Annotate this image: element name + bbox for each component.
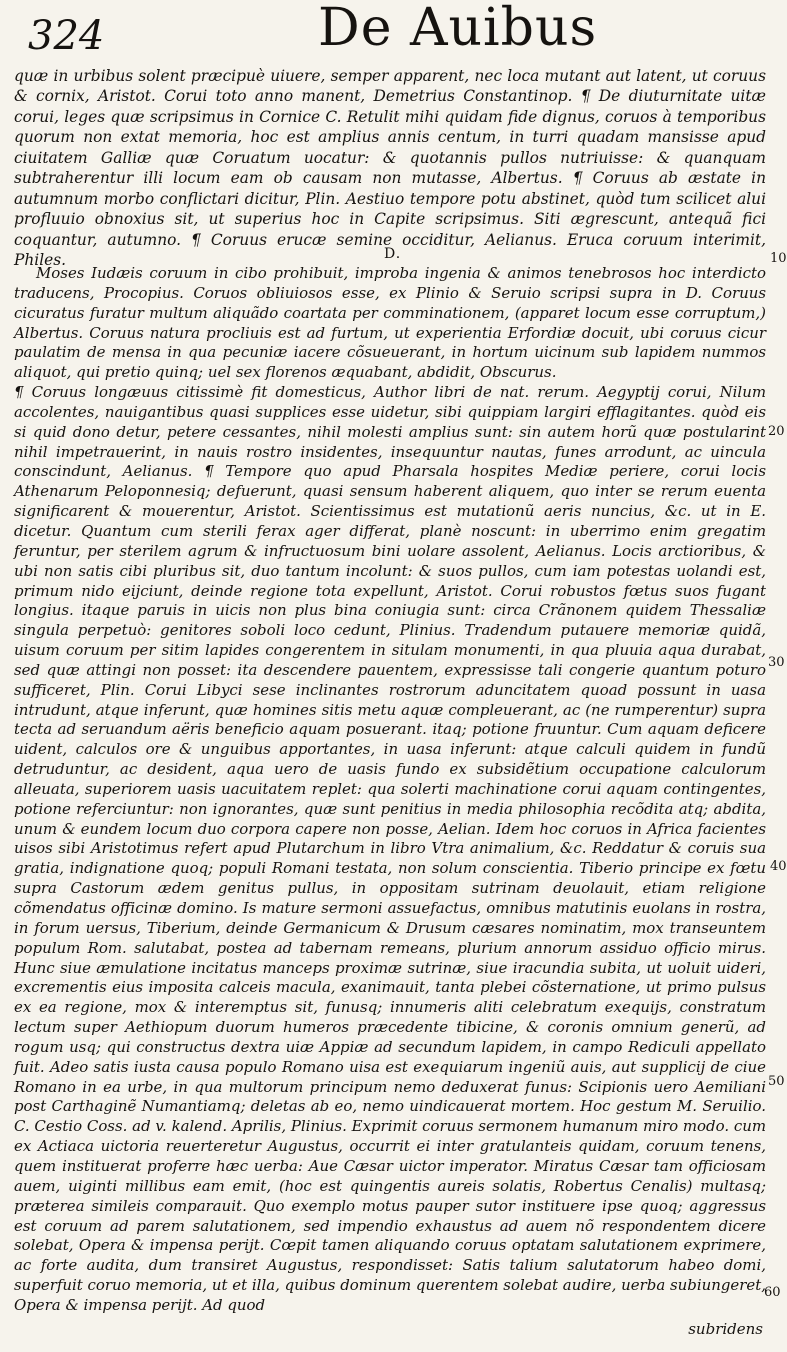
margin-line-number: 40 <box>770 859 787 874</box>
paragraph: quæ in urbibus solent præcipuè uiuere, semper apparent, nec loca mutant aut latent, ut coruus & cornix, Aristot. Corui toto anno manent, Demetrius Constantinop. ¶ De diuturnitate uitæ corui, leges quæ scripsimus in Cornice C. Retulit mihi quidam fide dignus, coruos à temporibus quorum non extat memoria, hoc est amplius annis centum, in turri quadam mansisse apud ciuitatem Galliæ quæ Coruatum uocatur: & quotannis pullos nutriuisse: & quanquam subtraherentur illi locum eam ob causam non mutasse, Albertus. ¶ Coruus ab æstate in autumnum morbo conflictari dicitur, Plin. Aestiuo tempore potu abstinet, quòd tum scilicet alui profluuio obnoxius sit, ut superius hoc in Capite scripsimus. Siti ægrescunt, antequã fici coquantur, autumno. ¶ Coruus erucæ semine occiditur, Aelianus. Eruca coruum interimit, Philes. <box>14 67 766 270</box>
margin-line-number: 30 <box>768 655 785 670</box>
catchword: subridens <box>688 1320 763 1338</box>
text-block-after-section <box>14 264 766 1316</box>
running-title: De Auibus <box>318 0 598 58</box>
text-block-before-section <box>14 66 766 271</box>
page-number: 324 <box>28 13 105 59</box>
margin-line-number: 10 <box>770 251 787 266</box>
paragraph: ¶ Coruus longæuus citissimè fit domesticus, Author libri de nat. rerum. Aegyptij corui, Nilum accolentes, nauigantibus quasi supplices esse uidetur, sibi quippiam largiri efflagitantes. quòd eis si quid dono detur, petere cessantes, nihil molesti amplius sunt: sin autem horũ quæ postularint nihil impetrauerint, in nauis rostro insidentes, insequuntur nautas, funes arrodunt, ac uincula conscindunt, Aelianus. ¶ Tempore quo apud Pharsala hospites Mediæ periere, corui locis Athenarum Peloponnesiq; defuerunt, quasi sensum haberent aliquem, quo inter se rerum euenta significarent & mouerentur, Aristot. Scientissimus est mutationũ aeris nuncius, &c. ut in E. dicetur. Quantum cum sterili ferax ager differat, planè noscunt: in uberrimo enim gregatim feruntur, per sterilem agrum & infructuosum bini uolare assolent, Aelianus. Locis arctioribus, & ubi non satis cibi pluribus sit, duo tantum incolunt: & suos pullos, cum iam potestas uolandi est, primum nido eijciunt, deinde regione tota expellunt, Aristot. Corui robustos fœtus suos fugant longius. itaque paruis in uicis non plus bina coniugia sunt: circa Crãnonem quidem Thessaliæ singula perpetuò: genitores soboli loco cedunt, Plinius. Tradendum putauere memoriæ quidã, uisum coruum per sitim lapides congerentem in situlam monumenti, in qua pluuia aqua durabat, sed quæ attingi non posset: ita descendere pauentem, expressisse tali congerie quantum poturo sufficeret, Plin. Corui Libyci sese inclinantes rostrorum aduncitatem quoad possunt in uasa intrudunt, atque inferunt, quæ homines sitis metu aquæ compleuerant, ac (ne rumperentur) supra tecta ad seruandum aëris beneficio aquam posuerant. itaq; potione fruuntur. Cum aquam deficere uident, calculos ore & unguibus apportantes, in uasa inferunt: atque calculi quidem in fundũ detruduntur, ac desident, aqua uero de uasis fundo ex subsidẽtium occupatione calculorum alleuata, superiorem uasis uacuitatem replet: qua solerti machinatione corui aquam contingentes, potione referciuntur: non ignorantes, quæ sunt penitius in media philosophia recõdita atq; abdita, unum & eundem locum duo corpora capere non posse, Aelian. Idem hoc coruos in Africa facientes uisos sibi Aristotimus refert apud Plutarchum in libro Vtra animalium, &c. Reddatur & coruis sua gratia, indignatione quoq; populi Romani testata, non solum conscientia. Tiberio principe ex fœtu supra Castorum ædem genitus pullus, in oppositam sutrinam deuolauit, etiam religione cõmendatus officinæ domino. Is mature sermoni assuefactus, omnibus matutinis euolans in rostra, in forum uersus, Tiberium, deinde Germanicum & Drusum cæsares nominatim, mox transeuntem populum Rom. salutabat, postea ad tabernam remeans, plurium annorum assiduo officio mirus. Hunc siue æmulatione incitatus manceps proximæ sutrinæ, siue iracundia subita, ut uoluit uideri, excrementis eius imposita calceis macula, exanimauit, tanta plebei cõsternatione, ut primo pulsus ex ea regione, mox & interemptus sit, funusq; innumeris aliti celebratum exequijs, constratum lectum super Aethiopum duorum humeros præcedente tibicine, & coronis omnium generũ, ad rogum usq; qui constructus dextra uiæ Appiæ ad secundum lapidem, in campo Rediculi appellato fuit. Adeo satis iusta causa populo Romano uisa est exequiarum ingeniũ auis, aut supplicij de ciue Romano in ea urbe, in qua multorum principum nemo deduxerat funus: Scipionis uero Aemiliani post Carthaginẽ Numantiamq; deletas ab eo, nemo uindicauerat mortem. Hoc gestum M. Seruilio. C. Cestio Coss. ad v. kalend. Aprilis, Plinius. Exprimit coruus sermonem humanum miro modo. cum ex Actiaca uictoria reuerteretur Augustus, occurrit ei inter gratulanteis quidam, coruum tenens, quem instituerat proferre hæc uerba: Aue Cæsar uictor imperator. Miratus Cæsar tam officiosam auem, uiginti millibus eam emit, (hoc est quingentis aureis solatis, Robertus Cenalis) multasq; præterea simileis comparauit. Quo exemplo motus pauper sutor instituere ipse quoq; aggressus est coruum ad parem salutationem, sed impendio exhaustus ad auem nõ respondentem dicere solebat, Opera & impensa perijt. Cœpit tamen aliquando coruus optatam salutationem exprimere, ac forte audita, dum transiret Augustus, respondisset: Satis talium salutatorum habeo domi, superfuit coruo memoria, ut et illa, quibus dominum querentem solebat audire, uerba subiungeret, Opera & impensa perijt. Ad quod <box>14 383 766 1314</box>
margin-line-number: 20 <box>768 424 785 439</box>
section-letter: D. <box>384 246 402 262</box>
margin-line-number: 50 <box>768 1074 785 1089</box>
margin-line-number: 60 <box>764 1285 781 1300</box>
paragraph: Moses Iudæis coruum in cibo prohibuit, improba ingenia & animos tenebrosos hoc interdicto traducens, Procopius. Coruos obliuiosos esse, ex Plinio & Seruio scripsi supra in D. Coruus cicuratus furatur multum aliquãdo coartata per comminationem, (apparet locum esse corruptum,) Albertus. Coruus natura procliuis est ad furtum, ut experientia Erfordiæ docuit, ubi coruus cicur paulatim de mensa in qua pecuniæ iacere cõsueuerant, in hortum uicinum sub lapidem nummos aliquot, qui pretio quinq; uel sex florenos æquabant, abdidit, Obscurus. <box>14 264 766 382</box>
